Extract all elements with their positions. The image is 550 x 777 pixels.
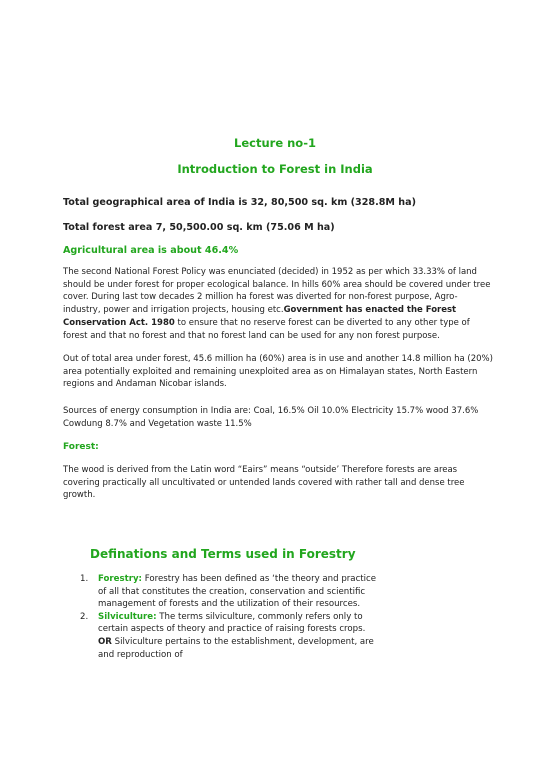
list-number: 2. bbox=[80, 611, 89, 622]
usage-text: Out of total area under forest, 45.6 million ha (60%) area is in use and another 14.8 million ha (20%) area potentially exploited and remaining unexploited area as on Himalayan states, North Eastern regions and Andaman Nicobar islands. bbox=[63, 354, 493, 390]
definitions-heading: Definations and Terms used in Forestry bbox=[90, 547, 356, 561]
term-definition: Forestry has been defined as ‘the theory and practice of all that constitutes the creation, conservation and scientific management of forests and the utilization of their resources. bbox=[98, 574, 377, 610]
conservation-act-text: Government has enacted the Forest Conservation Act. 1980 bbox=[63, 305, 457, 328]
forest-definition-paragraph bbox=[63, 464, 493, 502]
or-connector: OR bbox=[98, 636, 112, 647]
forest-policy-paragraph bbox=[63, 266, 493, 342]
forest-area-stat: Total forest area 7, 50,500.00 sq. km (75.06 M ha) bbox=[63, 222, 335, 233]
geographical-area-stat: Total geographical area of India is 32, 80,500 sq. km (328.8M ha) bbox=[63, 197, 416, 208]
forest-usage-paragraph bbox=[63, 353, 493, 391]
term-forestry: Forestry: bbox=[98, 574, 142, 584]
term-definition-continued: Silviculture pertains to the establishment, development, are and reproduction of bbox=[98, 636, 374, 660]
list-item bbox=[80, 573, 380, 611]
policy-text: The second National Forest Policy was enunciated (decided) in 1952 as per which 33.33% of land should be under forest for proper ecological balance. In hills 60% area should be covered under tree cover. During last tow decades 2 million ha forest was diverted for non-forest purpose, Agro-industry, power and irrigation projects, housing etc. bbox=[63, 267, 491, 316]
list-number: 1. bbox=[80, 574, 89, 584]
list-item bbox=[80, 611, 380, 661]
forest-heading: Forest: bbox=[63, 442, 99, 452]
energy-text: Sources of energy consumption in India are: Coal, 16.5% Oil 10.0% Electricity 15.7% wood 37.6% Cowdung 8.7% and Vegetation waste 11.5% bbox=[63, 406, 479, 429]
policy-text-continued: to ensure that no reserve forest can be diverted to any other type of forest and that no forest and that no forest land can be used for any non forest purpose. bbox=[63, 317, 470, 341]
forest-text: The wood is derived from the Latin word “Eairs” means “outside’ Therefore forests are areas covering practically all uncultivated or untended lands covered with rather tall and dense tree growth. bbox=[63, 465, 465, 501]
energy-sources-paragraph bbox=[63, 405, 493, 430]
term-definition: The terms silviculture, commonly refers only to certain aspects of theory and practice of raising forests crops. bbox=[98, 611, 366, 635]
definitions-list bbox=[80, 573, 380, 661]
agricultural-area-stat: Agricultural area is about 46.4% bbox=[63, 245, 239, 256]
lecture-number: Lecture no-1 bbox=[234, 136, 316, 150]
page-title: Introduction to Forest in India bbox=[177, 162, 373, 176]
term-silviculture: Silviculture: bbox=[98, 611, 157, 622]
